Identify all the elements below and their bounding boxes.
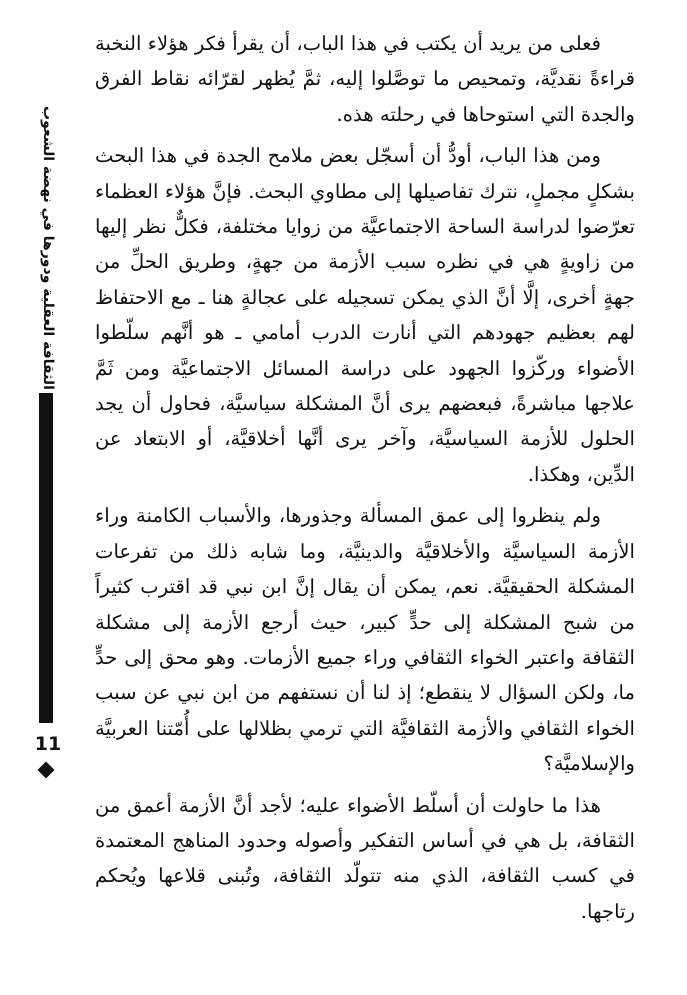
paragraph: هذا ما حاولت أن أسلّط الأضواء عليه؛ لأجد أنَّ الأزمة أعمق من الثقافة، بل هي في أساس التفكير وأصوله وحدود المناهج المعتمدة في كسب الثقافة، الذي منه تتولّد الثقافة، وتُبنى قلاعها ويُحكم رتاجها. bbox=[95, 793, 635, 923]
body-text bbox=[95, 26, 635, 929]
paragraph: ومن هذا الباب، أودُّ أن أسجّل بعض ملامح الجدة في هذا البحث بشكلٍ مجملٍ، نترك تفاصيلها إلى مطاوي البحث. فإنَّ هؤلاء العظماء تعرّضوا لدراسة الساحة الاجتماعيَّة من زوايا مختلفة، فكلٌّ نظر إليها من زاويةٍ هي في نظره سبب الأزمة من جهةٍ، وطريق الحلِّ من جهةٍ أخرى، إلَّا أنَّ الذي يمكن تسجيله على عجالةٍ هنا ـ مع الاحتفاظ لهم بعظيم جهودهم التي أنارت الدرب أمامي ـ هو أنَّهم سلّطوا الأضواء وركّزوا الجهود على دراسة المسائل الاجتماعيَّة ومن ثَمَّ علاجها مباشرةً، فبعضهم يرى أنَّ المشكلة سياسيَّة، فحاول أن يجد الحلول للأزمة السياسيَّة، وآخر يرى أنَّها أخلاقيَّة، أو الابتعاد عن الدِّين، وهكذا. bbox=[95, 144, 635, 486]
side-rail bbox=[28, 0, 68, 995]
rail-bar bbox=[39, 393, 53, 723]
running-head: الثقافة العقلية ودورها في نهضة الشعوب bbox=[40, 106, 56, 390]
paragraph: ولم ينظروا إلى عمق المسألة وجذورها، والأسباب الكامنة وراء الأزمة السياسيَّة والأخلاقيَّة والدينيَّة، وما شابه ذلك من تفرعات المشكلة الحقيقيَّة. نعم، يمكن أن يقال إنَّ ابن نبي قد اقترب كثيراً من شبح المشكلة إلى حدٍّ كبير، حيث أرجع الأزمة إلى مشكلة الثقافة واعتبر الخواء الثقافي وراء جميع الأزمات. وهو محق إلى حدٍّ ما، ولكن السؤال لا ينقطع؛ إذ لنا أن نستفهم من ابن نبي عن سبب الخواء الثقافي والأزمة الثقافيَّة التي ترمي بظلالها على أُمّتنا العربيَّة والإسلاميَّة؟ bbox=[95, 504, 635, 776]
paragraph: فعلى من يريد أن يكتب في هذا الباب، أن يقرأ فكر هؤلاء النخبة قراءةً نقديَّة، وتمحيص ما توصَّلوا إليه، ثمَّ يُظهر لقرّائه نقاط الفرق والجدة التي استوحاها في رحلته هذه. bbox=[95, 32, 635, 126]
diamond-ornament-icon bbox=[38, 762, 55, 779]
page-number: 11 bbox=[34, 733, 62, 755]
